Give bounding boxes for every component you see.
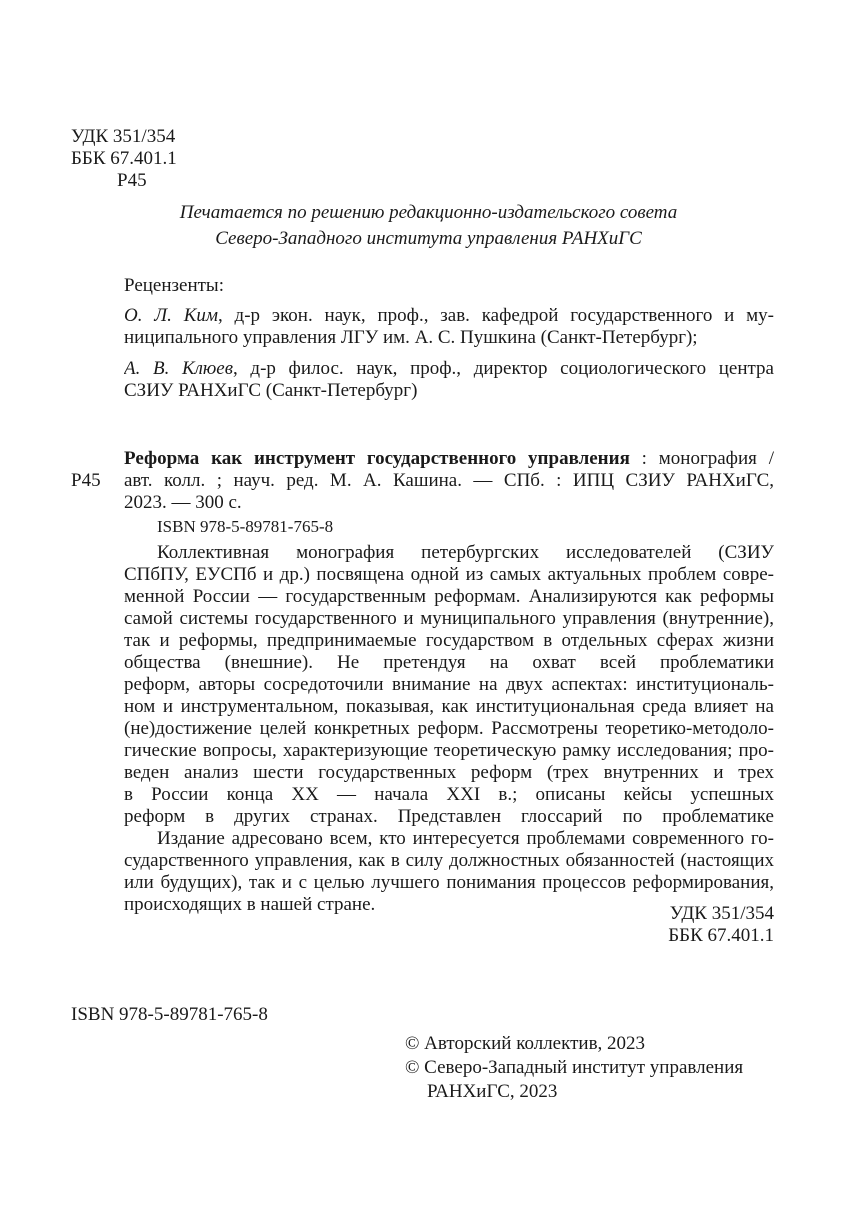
annotation-p1-line: реформ в других странах. Представлен глоссарий по проблематике <box>124 806 774 827</box>
reviewer-1-name: О. Л. Ким <box>124 305 218 326</box>
annotation-p2-line: происходящих в нашей стране. <box>124 894 376 915</box>
annotation-p1-line: СПбПУ, ЕУСПб и др.) посвящена одной из самых актуальных проблем совре- <box>124 564 774 585</box>
bib-line-2: авт. колл. ; науч. ред. М. А. Кашина. — СПб. : ИПЦ СЗИУ РАНХиГС, <box>124 470 774 491</box>
annotation-p2-line: сударственного управления, как в силу должностных обязанностей (настоящих <box>124 850 774 871</box>
annotation-p1-line: гические вопросы, характеризующие теоретическую рамку исследования; про- <box>124 740 774 761</box>
annotation-p1-line: (не)достижение целей конкретных реформ. Рассмотрены теоретико-методоло- <box>124 718 774 739</box>
reviewer-2-credentials: , д-р филос. наук, проф., директор социологического центра <box>233 358 774 379</box>
footer-isbn: ISBN 978-5-89781-765-8 <box>71 1004 268 1025</box>
annotation-p1-line: самой системы государственного и муниципального управления (внутренние), <box>124 608 774 629</box>
annotation-p2-line: Издание адресовано всем, кто интересуется проблемами современного го- <box>157 828 774 849</box>
annotation-p1-line: реформ, авторы сосредоточили внимание на двух аспектах: институциональ- <box>124 674 774 695</box>
bib-author-mark: Р45 <box>71 470 101 491</box>
bib-title: Реформа как инструмент государственного управления <box>124 448 630 469</box>
copyright-block <box>405 1032 785 1104</box>
reviewer-1-line-1 <box>124 305 774 327</box>
annotation-p1-line: в России конца XX — начала XXI в.; описаны кейсы успешных <box>124 784 774 805</box>
annotation-codes <box>668 903 774 947</box>
annotation-p1-line: ном и инструментальном, показывая, как институциональная среда влияет на <box>124 696 774 717</box>
reviewer-1 <box>124 305 774 349</box>
publication-note-line-1: Печатается по решению редакционно-издательского совета <box>179 202 678 223</box>
reviewer-1-line-2: ниципального управления ЛГУ им. А. С. Пушкина (Санкт-Петербург); <box>124 327 698 348</box>
annotation-p1-line: веден анализ шести государственных реформ (трех внутренних и трех <box>124 762 774 783</box>
reviewer-1-credentials: , д-р экон. наук, проф., зав. кафедрой государственного и му- <box>217 305 774 326</box>
reviewers-heading: Рецензенты: <box>124 275 224 296</box>
annotation-p1-line: общества (внешние). Не претендуя на охват всей проблематики <box>124 652 774 673</box>
bib-isbn: ISBN 978-5-89781-765-8 <box>157 517 334 536</box>
reviewer-2-line-1 <box>124 358 774 380</box>
copyright-institute: © Северо-Западный институт управления <box>405 1057 744 1078</box>
annotation-p1-line: так и реформы, предпринимаемые государством в отдельных сферах жизни <box>124 630 774 651</box>
annotation <box>124 542 774 916</box>
reviewer-2 <box>124 358 774 402</box>
bbk-code: ББК 67.401.1 <box>71 148 177 169</box>
udk-code: УДК 351/354 <box>71 126 176 147</box>
copyright-authors: © Авторский коллектив, 2023 <box>405 1033 646 1054</box>
reviewer-2-line-2: СЗИУ РАНХиГС (Санкт-Петербург) <box>124 380 418 401</box>
publication-note-line-2: Северо-Западного института управления РАНХиГС <box>215 228 642 249</box>
author-mark: Р45 <box>117 170 147 191</box>
annotation-p2-line: или будущих), так и с целью лучшего понимания процессов реформирования, <box>124 872 774 893</box>
bib-entry <box>124 448 774 538</box>
annotation-bbk: ББК 67.401.1 <box>668 925 774 946</box>
reviewer-2-name: А. В. Клюев <box>124 358 233 379</box>
bib-line-3: 2023. — 300 с. <box>124 492 242 513</box>
annotation-p1-line: менной России — государственным реформам. Анализируются как реформы <box>124 586 774 607</box>
classification-codes <box>71 126 177 192</box>
copyright-institute-cont: РАНХиГС, 2023 <box>427 1081 558 1102</box>
bib-type: : монография / <box>629 448 774 469</box>
annotation-udk: УДК 351/354 <box>669 903 774 924</box>
annotation-p1-line: Коллективная монография петербургских исследователей (СЗИУ <box>157 542 774 563</box>
bib-line-1 <box>124 448 774 470</box>
publication-note <box>0 200 857 252</box>
